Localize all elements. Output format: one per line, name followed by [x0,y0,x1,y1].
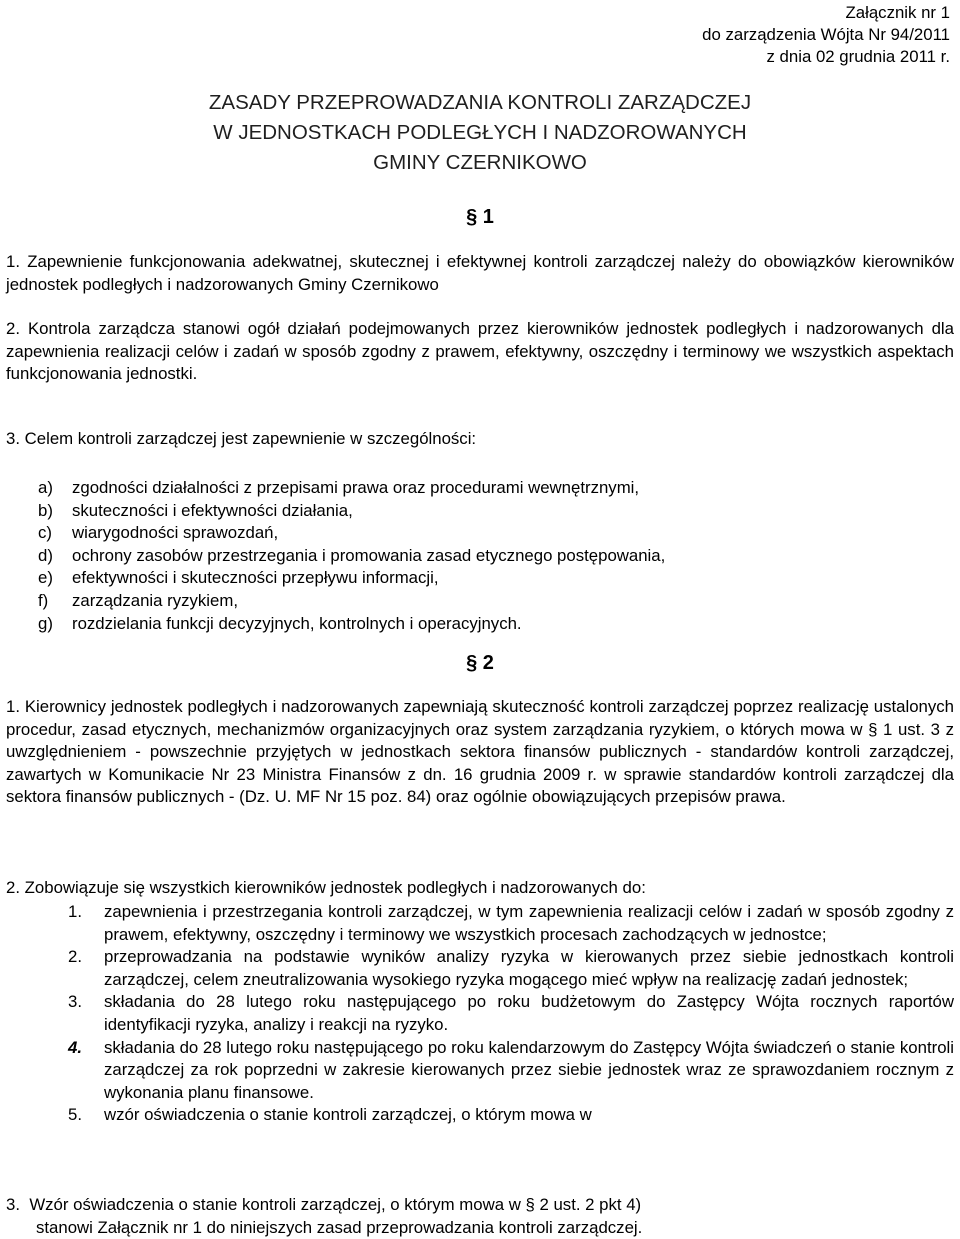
paragraph-3-line-1: 3. Wzór oświadczenia o stanie kontroli zarządczej, o którym mowa w § 2 ust. 2 pkt 4) [6,1195,642,1214]
section-1-heading: § 1 [466,206,494,228]
attachment-header [702,2,950,68]
title-line-2: W JEDNOSTKACH PODLEGŁYCH I NADZOROWANYCH [213,121,747,144]
list-item: f) zarządzania ryzykiem, [38,590,239,610]
obligations-list [68,901,954,1127]
list-item: 1. zapewnienia i przestrzegania kontroli zarządczej, w tym zapewnienia realizacji celów i zadań w sposób zgodny z prawem, efektywny, oszczędny i terminowy we wszystkich procesach zachodzących w jednostce; [68,902,954,944]
section-1-paragraph-2: 2. Kontrola zarządcza stanowi ogół działań podejmowanych przez kierowników jednostek podległych i nadzorowanych dla zapewnienia realizacji celów i zadań w sposób zgodny z prawem, efektywny, oszczędny i terminowy we wszystkich aspektach funkcjonowania jednostki. [6,319,954,384]
attachment-number: Załącznik nr 1 [845,3,950,22]
title-line-1: ZASADY PRZEPROWADZANIA KONTROLI ZARZĄDCZEJ [208,91,752,114]
section-1-paragraph-1: 1. Zapewnienie funkcjonowania adekwatnej, skutecznej i efektywnej kontroli zarządczej należy do obowiązków kierowników jednostek podległych i nadzorowanych Gminy Czernikowo [6,252,954,294]
list-item: e) efektywności i skuteczności przepływu informacji, [38,568,439,588]
paragraph-3-line-2: stanowi Załącznik nr 1 do niniejszych zasad przeprowadzania kontroli zarządczej. [36,1217,643,1237]
list-item: 5. wzór oświadczenia o stanie kontroli zarządczej, o którym mowa w [68,1105,592,1125]
control-goals-list [38,477,950,635]
list-item: g) rozdzielania funkcji decyzyjnych, kontrolnych i operacyjnych. [38,613,522,633]
list-item: 2. przeprowadzania na podstawie wyników analizy ryzyka w kierowanych przez siebie jednostkach kontroli zarządczej, celem zneutralizowania wysokiego ryzyka mogącego mieć wpływ na realizację zadań jednostek; [68,947,954,989]
section-2-heading: § 2 [466,652,494,674]
section-2-paragraph-1: 1. Kierownicy jednostek podległych i nadzorowanych zapewniają skuteczność kontroli zarządczej poprzez realizację ustalonych procedur, zasad etycznych, mechanizmów organizacyjnych oraz system zarządzania ryzykiem, o których mowa w § 1 ust. 3 z uwzględnieniem - powszechnie przyjętych w jednostkach sektora finansów publicznych - standardów kontroli zarządczej, zawartych w Komunikacie Nr 23 Ministra Finansów z dn. 16 grudnia 2009 r. w sprawie standardów kontroli zarządczej dla sektora finansów publicznych - (Dz. U. MF Nr 15 poz. 84) oraz ogólnie obowiązujących przepisów prawa. [6,697,954,807]
title-line-3: GMINY CZERNIKOWO [373,151,587,174]
section-2-paragraph-2: 2. Zobowiązuje się wszystkich kierowników jednostek podległych i nadzorowanych do: [6,878,646,897]
ordinance-date: z dnia 02 grudnia 2011 r. [766,47,950,66]
list-item: 3. składania do 28 lutego roku następującego po roku budżetowym do Zastępcy Wójta rocznych raportów identyfikacji ryzyka, analizy i reakcji na ryzyko. [68,992,954,1034]
list-item: 4. składania do 28 lutego roku następującego po roku kalendarzowym do Zastępcy Wójta świadczeń o stanie kontroli zarządczej za rok poprzedni w zakresie kierowanych przez siebie jednostek wraz ze sprawozdaniem rocznym z wykonania planu finansowe. [68,1037,954,1102]
list-item: a) zgodności działalności z przepisami prawa oraz procedurami wewnętrznymi, [38,478,640,497]
list-item: c) wiarygodności sprawozdań, [38,523,279,543]
list-item: b) skuteczności i efektywności działania, [38,500,353,520]
document-title [0,88,960,178]
ordinance-reference: do zarządzenia Wójta Nr 94/2011 [702,25,950,44]
section-1-paragraph-3: 3. Celem kontroli zarządczej jest zapewnienie w szczególności: [6,429,477,448]
section-2-paragraph-3 [6,1194,954,1239]
list-item: d) ochrony zasobów przestrzegania i promowania zasad etycznego postępowania, [38,545,666,565]
